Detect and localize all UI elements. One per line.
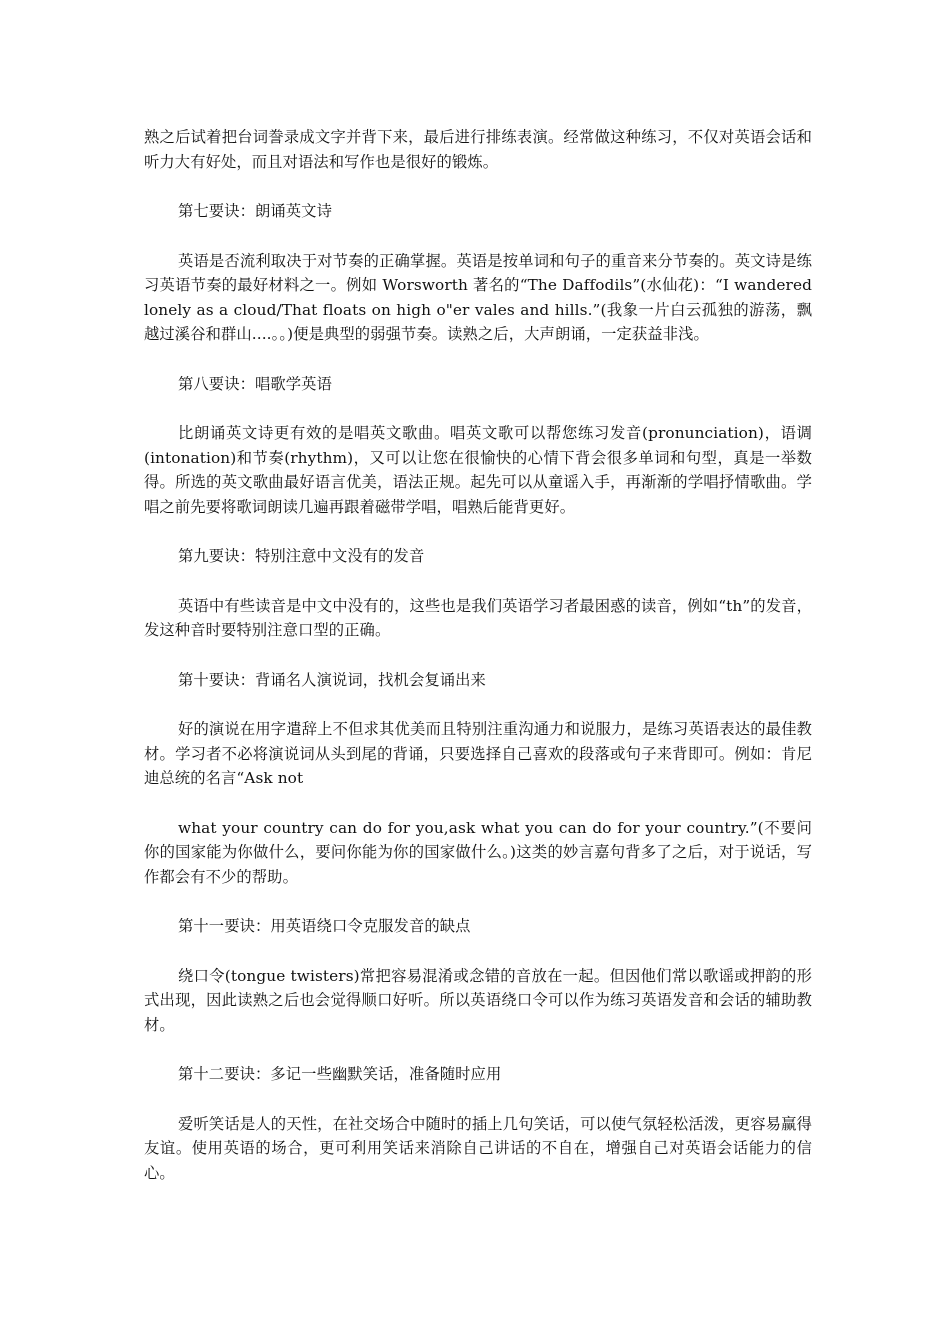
section-heading-7: 第七要诀：朗诵英文诗 (178, 202, 332, 220)
section-heading-12: 第十二要诀：多记一些幽默笑话，准备随时应用 (178, 1065, 502, 1083)
section-heading-10: 第十要诀：背诵名人演说词，找机会复诵出来 (178, 670, 486, 689)
paragraph-continuation: 熟之后试着把台词誊录成文字并背下来，最后进行排练表演。经常做这种练习，不仅对英语会话和听力大有好处，而且对语法和写作也是很好的锻炼。 (144, 128, 812, 171)
paragraph-poetry: 英语是否流利取决于对节奏的正确掌握。英语是按单词和句子的重音来分节奏的。英文诗是练习英语节奏的最好材料之一。例如 Worsworth 著名的“The Daffodils”(水仙花)：“I wandered lonely as a cloud/That floats on high o"er vales and hills.”(我象一片白云孤独的游荡，飘越过溪谷和群山....。。)便是典型的弱强节奏。读熟之后，大声朗诵，一定获益非浅。 (144, 251, 812, 343)
section-heading-9: 第九要诀：特别注意中文没有的发音 (178, 547, 425, 565)
paragraph-songs: 比朗诵英文诗更有效的是唱英文歌曲。唱英文歌可以帮您练习发音(pronunciation)，语调(intonation)和节奏(rhythm)，又可以让您在很愉快的心情下背会很多单词和句型，真是一举数得。所选的英文歌曲最好语言优美，语法正规。起先可以从童谣入手，再渐渐的学唱抒情歌曲。学唱之前先要将歌词朗读几遍再跟着磁带学唱，唱熟后能背更好。 (144, 424, 812, 516)
paragraph-tongue-twisters: 绕口令(tongue twisters)常把容易混淆或念错的音放在一起。但因他们常以歌谣或押韵的形式出现，因此读熟之后也会觉得顺口好听。所以英语绕口令可以作为练习英语发音和会话的辅助教材。 (144, 966, 812, 1034)
section-heading-8: 第八要诀：唱歌学英语 (178, 374, 332, 393)
section-heading-11: 第十一要诀：用英语绕口令克服发音的缺点 (178, 917, 471, 935)
document-page (144, 125, 812, 1185)
paragraph-pronunciation: 英语中有些读音是中文中没有的，这些也是我们英语学习者最困惑的读音，例如“th”的发音，发这种音时要特别注意口型的正确。 (144, 596, 812, 639)
paragraph-speeches: 好的演说在用字遣辞上不但求其优美而且特别注重沟通力和说服力，是练习英语表达的最佳教材。学习者不必将演说词从头到尾的背诵，只要选择自己喜欢的段落或句子来背即可。例如：肯尼迪总统的名言“Ask not (144, 720, 812, 787)
paragraph-speech-quote: what your country can do for you,ask what you can do for your country.”(不要问你的国家能为你做什么，要问你能为你的国家做什么。)这类的妙言嘉句背多了之后，对于说话，写作都会有不少的帮助。 (144, 818, 812, 886)
paragraph-jokes: 爱听笑话是人的天性，在社交场合中随时的插上几句笑话，可以使气氛轻松活泼，更容易赢得友谊。使用英语的场合，更可利用笑话来消除自己讲话的不自在，增强自己对英语会话能力的信心。 (144, 1114, 812, 1182)
